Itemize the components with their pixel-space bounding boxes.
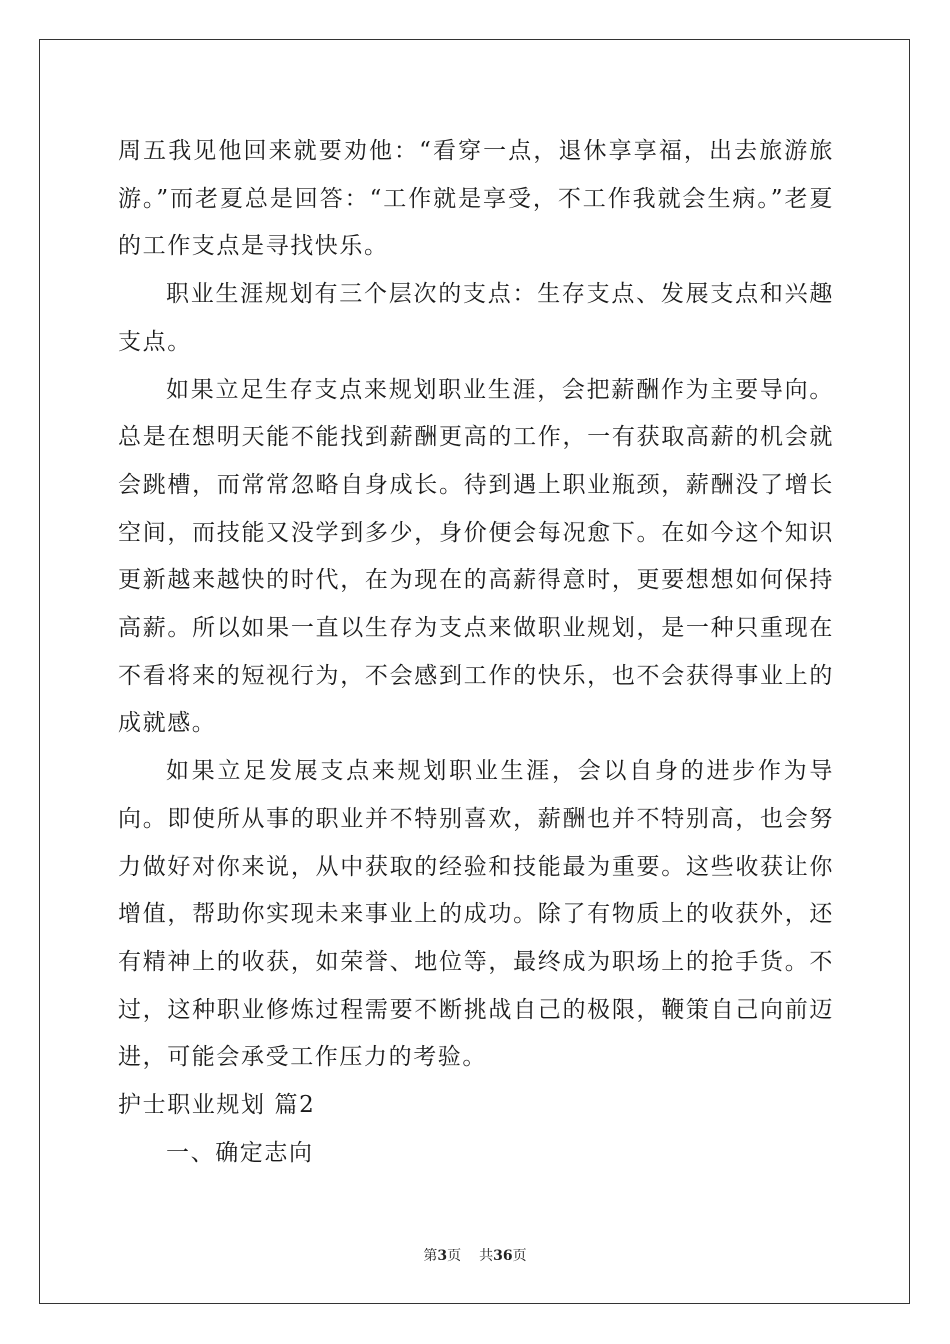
page-footer xyxy=(0,1245,950,1265)
section-title: 护士职业规划 篇2 xyxy=(118,1092,316,1119)
footer-page-number: 3 xyxy=(437,1248,448,1264)
paragraph: 如果立足发展支点来规划职业生涯，会以自身的进步作为导向。即使所从事的职业并不特别喜欢，薪酬也并不特别高，也会努力做好对你来说，从中获取的经验和技能最为重要。这些收获让你增值，帮助你实现未来事业上的成功。除了有物质上的收获外，还有精神上的收获，如荣誉、地位等，最终成为职场上的抢手货。不过，这种职业修炼过程需要不断挑战自己的极限，鞭策自己向前迈进，可能会承受工作压力的考验。 xyxy=(118,758,834,1071)
footer-total-prefix: 共 xyxy=(479,1248,494,1264)
paragraph: 周五我见他回来就要劝他：“看穿一点，退休享享福，出去旅游旅游。”而老夏总是回答：“工作就是享受，不工作我就会生病。”老夏的工作支点是寻找快乐。 xyxy=(118,138,834,260)
subsection-title: 一、确定志向 xyxy=(166,1139,314,1166)
document-body xyxy=(118,128,834,1177)
paragraph: 如果立足生存支点来规划职业生涯，会把薪酬作为主要导向。总是在想明天能不能找到薪酬更高的工作，一有获取高薪的机会就会跳槽，而常常忽略自身成长。待到遇上职业瓶颈，薪酬没了增长空间，而技能又没学到多少，身价便会每况愈下。在如今这个知识更新越来越快的时代，在为现在的高薪得意时，更要想想如何保持高薪。所以如果一直以生存为支点来做职业规划，是一种只重现在不看将来的短视行为，不会感到工作的快乐，也不会获得事业上的成就感。 xyxy=(118,376,834,737)
footer-page-suffix: 页 xyxy=(447,1248,462,1264)
footer-page-prefix: 第 xyxy=(423,1248,438,1264)
footer-total-pages: 36 xyxy=(493,1248,513,1264)
footer-total-suffix: 页 xyxy=(512,1248,527,1264)
paragraph: 职业生涯规划有三个层次的支点：生存支点、发展支点和兴趣支点。 xyxy=(118,281,834,355)
